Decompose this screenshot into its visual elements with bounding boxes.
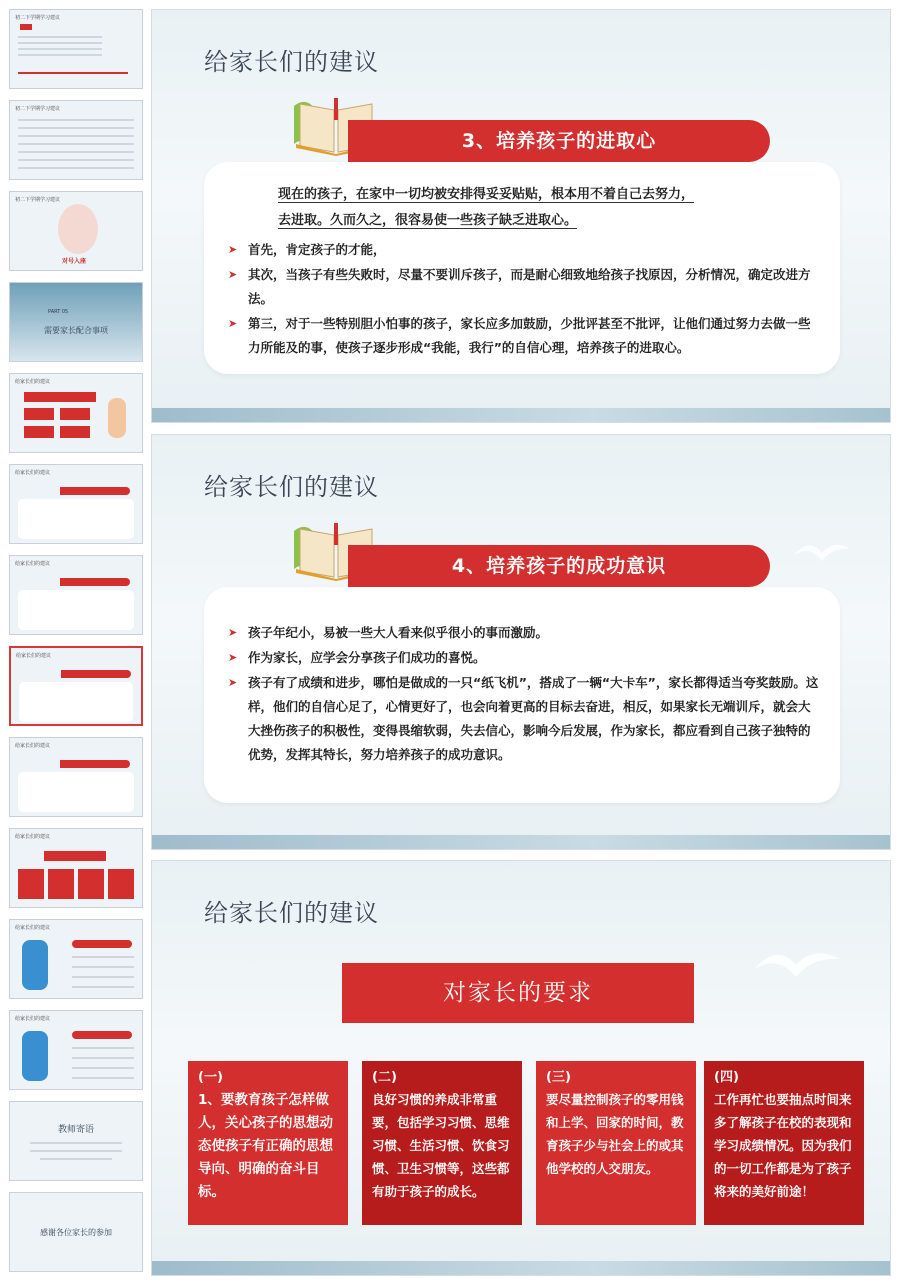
arrow-icon: ➤ bbox=[228, 268, 238, 281]
slide-parent-requirements[interactable] bbox=[151, 860, 891, 1276]
slide-footer-band bbox=[152, 408, 890, 422]
requirement-text: 1、要教育孩子怎样做人，关心孩子的思想动态使孩子有正确的思想导向、明确的奋斗目标。 bbox=[198, 1092, 333, 1200]
slide-success-awareness[interactable] bbox=[151, 434, 891, 850]
intro-line-2: 去进取。久而久之，很容易使一些孩子缺乏进取心。 bbox=[278, 213, 578, 228]
bullet-text: 首先，肯定孩子的才能， bbox=[248, 242, 386, 257]
thumbnail-2[interactable] bbox=[9, 100, 143, 180]
bullet-text: 孩子年纪小，易被一些大人看来似乎很小的事而激励。 bbox=[248, 625, 549, 640]
bird-decoration-icon bbox=[792, 535, 852, 565]
arrow-icon: ➤ bbox=[228, 676, 238, 689]
thumbnail-11[interactable] bbox=[9, 919, 143, 999]
bullet-text: 作为家长，应学会分享孩子们成功的喜悦。 bbox=[248, 650, 486, 665]
section-banner: 对家长的要求 bbox=[342, 963, 694, 1023]
requirement-number: (一) bbox=[198, 1070, 223, 1085]
requirement-number: (四) bbox=[714, 1070, 739, 1085]
arrow-icon: ➤ bbox=[228, 651, 238, 664]
list-item bbox=[228, 621, 820, 645]
slide-thumbnail-rail[interactable] bbox=[0, 0, 148, 1286]
thumbnail-12[interactable] bbox=[9, 1010, 143, 1090]
slide-footer-band bbox=[152, 835, 890, 849]
thumbnail-1[interactable] bbox=[9, 9, 143, 89]
thumbnail-8-active[interactable] bbox=[9, 646, 143, 726]
bullet-text: 孩子有了成绩和进步，哪怕是做成的一只“纸飞机”，搭成了一辆“大卡车”，家长都得适当夸奖鼓励。这样，他们的自信心足了，心情更好了，也会向着更高的目标去奋进，相反，如果家长无端训斥，就会大大挫伤孩子的积极性，变得畏缩软弱，失去信心，影响今后发展，作为家长，都应看到自己孩子独特的优势，发挥其特长，努力培养孩子的成功意识。 bbox=[248, 675, 819, 762]
requirement-text: 良好习惯的养成非常重要，包括学习习惯、思维习惯、生活习惯、饮食习惯、卫生习惯等，这些都有助于孩子的成长。 bbox=[372, 1092, 510, 1199]
list-item bbox=[228, 671, 820, 767]
requirement-card-4 bbox=[704, 1061, 864, 1225]
list-item bbox=[228, 263, 820, 311]
arrow-icon: ➤ bbox=[228, 243, 238, 256]
requirement-text: 要尽量控制孩子的零用钱和上学、回家的时间，教育孩子少与社会上的或其他学校的人交朋友。 bbox=[546, 1092, 684, 1176]
thumbnail-label: 给家长们的建议 bbox=[15, 470, 51, 476]
thumbnail-7[interactable] bbox=[9, 555, 143, 635]
thumbnail-9[interactable] bbox=[9, 737, 143, 817]
thumbnail-10[interactable] bbox=[9, 828, 143, 908]
thumbnail-label: PART 05 bbox=[48, 309, 69, 315]
slide-title: 给家长们的建议 bbox=[204, 473, 379, 501]
list-item bbox=[228, 312, 820, 360]
thumbnail-6[interactable] bbox=[9, 464, 143, 544]
thumbnail-label: 给家长们的建议 bbox=[15, 925, 51, 931]
list-item bbox=[228, 646, 820, 670]
thumbnail-5[interactable] bbox=[9, 373, 143, 453]
bullet-text: 其次，当孩子有些失败时，尽量不要训斥孩子，而是耐心细致地给孩子找原因，分析情况，确定改进方法。 bbox=[248, 267, 811, 306]
thumbnail-label: 教师寄语 bbox=[57, 1125, 94, 1135]
slide-footer-band bbox=[152, 1261, 890, 1275]
slide-progress-motivation[interactable] bbox=[151, 9, 891, 423]
requirement-card-2 bbox=[362, 1061, 522, 1225]
thumbnail-14[interactable] bbox=[9, 1192, 143, 1272]
list-item bbox=[228, 238, 820, 262]
section-banner: 3、培养孩子的进取心 bbox=[348, 120, 770, 162]
thumbnail-label: 给家长们的建议 bbox=[15, 379, 51, 385]
arrow-icon: ➤ bbox=[228, 317, 238, 330]
bullet-text: 第三，对于一些特别胆小怕事的孩子，家长应多加鼓励，少批评甚至不批评，让他们通过努力去做一些力所能及的事，使孩子逐步形成“我能，我行”的自信心理，培养孩子的进取心。 bbox=[248, 316, 811, 355]
requirement-number: (二) bbox=[372, 1070, 397, 1085]
thumbnail-label: 初二下学期学习建议 bbox=[15, 15, 61, 21]
bullet-list bbox=[228, 621, 820, 768]
thumbnail-4[interactable] bbox=[9, 282, 143, 362]
slide-title: 给家长们的建议 bbox=[204, 48, 379, 76]
thumbnail-label: 对号入座 bbox=[62, 258, 87, 265]
thumbnail-label: 给家长们的建议 bbox=[15, 1016, 51, 1022]
section-banner: 4、培养孩子的成功意识 bbox=[348, 545, 770, 587]
thumbnail-label: 初二下学期学习建议 bbox=[15, 197, 61, 203]
thumbnail-label: 初二下学期学习建议 bbox=[15, 106, 61, 112]
thumbnail-label: 给家长们的建议 bbox=[15, 561, 51, 567]
slide-title: 给家长们的建议 bbox=[204, 899, 379, 927]
requirement-number: (三) bbox=[546, 1070, 571, 1085]
requirement-card-3 bbox=[536, 1061, 696, 1225]
intro-text bbox=[278, 182, 778, 234]
requirement-text: 工作再忙也要抽点时间来多了解孩子在校的表现和学习成绩情况。因为我们的一切工作都是为了孩子将来的美好前途！ bbox=[714, 1092, 852, 1199]
requirement-card-1 bbox=[188, 1061, 348, 1225]
thumbnail-label: 需要家长配合事项 bbox=[44, 326, 108, 335]
bullet-list bbox=[228, 238, 820, 361]
intro-line-1: 现在的孩子，在家中一切均被安排得妥妥贴贴，根本用不着自己去努力， bbox=[278, 187, 695, 202]
thumbnail-3[interactable] bbox=[9, 191, 143, 271]
thumbnail-label: 给家长们的建议 bbox=[15, 743, 51, 749]
thumbnail-label: 给家长们的建议 bbox=[16, 653, 52, 659]
bird-decoration-icon bbox=[752, 941, 842, 981]
thumbnail-13[interactable] bbox=[9, 1101, 143, 1181]
thumbnail-label: 感谢各位家长的参加 bbox=[40, 1228, 112, 1237]
arrow-icon: ➤ bbox=[228, 626, 238, 639]
thumbnail-label: 给家长们的建议 bbox=[15, 834, 51, 840]
